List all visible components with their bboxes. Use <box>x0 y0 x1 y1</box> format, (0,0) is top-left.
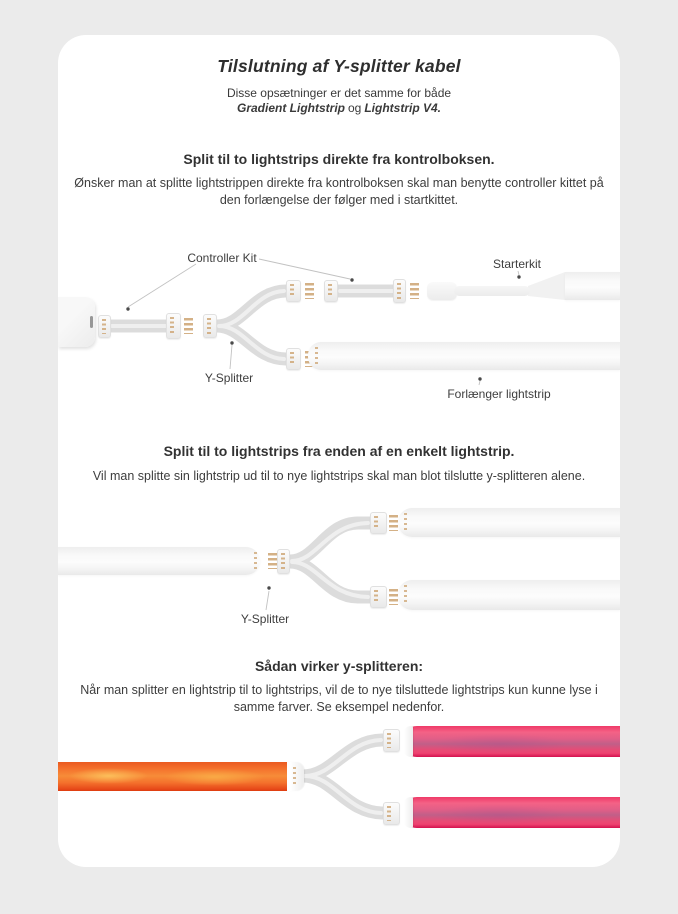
strip-end-contacts <box>254 552 257 570</box>
subtitle-connector: og <box>347 101 362 115</box>
page-title: Tilslutning af Y-splitter kabel <box>217 56 461 76</box>
strip-end-contacts <box>404 513 407 532</box>
starterkit-plug <box>427 282 457 300</box>
leader-dot <box>126 307 129 310</box>
y-splitter2-branch-top <box>290 523 370 561</box>
connector-pins <box>328 284 332 298</box>
connector-pins <box>170 317 174 335</box>
label-forlaenger-lightstrip: Forlænger lightstrip <box>447 387 551 401</box>
cable-connector <box>98 315 111 338</box>
leader-dot <box>478 377 481 380</box>
leader-dot <box>230 341 233 344</box>
pin-comb <box>268 553 277 569</box>
pin-comb <box>184 318 193 334</box>
connector-pins <box>387 733 391 748</box>
connector-pins <box>102 319 106 334</box>
y-splitter2-input-connector <box>277 549 290 574</box>
section-1-heading: Split til to lightstrips direkte fra kontrolboksen. <box>183 151 495 167</box>
connector-pins <box>374 590 378 604</box>
leader-line-starterkit <box>518 271 519 275</box>
strip-end-cap <box>402 726 413 757</box>
pin-comb <box>410 283 419 299</box>
connector-pins <box>397 283 401 299</box>
cable-highlight <box>292 562 368 597</box>
label-y-splitter-2: Y-Splitter <box>240 612 290 626</box>
cable-connector <box>324 280 338 302</box>
section-3-body: Når man splitter en lightstrip til to lightstrips, vil de to nye tilsluttede lightstrips kun kunne lyse i samme farver. Se eksempel nedenfor. <box>80 683 598 714</box>
pin-comb <box>305 283 314 299</box>
y-splitter3-branch-bottom <box>303 776 383 813</box>
y-splitter2-branch-bottom <box>290 562 370 597</box>
y-splitter3-branch-top <box>303 740 383 776</box>
pin-comb <box>389 589 398 605</box>
instruction-card <box>58 35 620 867</box>
strip-end-cap <box>402 797 413 828</box>
cable-highlight <box>305 776 381 813</box>
starterkit-cable <box>454 286 530 296</box>
subtitle-product-gradient-lightstrip: Gradient Lightstrip <box>236 101 345 115</box>
y-splitter3-output-connector-bottom <box>383 802 400 825</box>
cable-connector <box>393 279 406 303</box>
y-splitter-branch-top <box>217 291 286 326</box>
strip-end-contacts <box>315 347 318 365</box>
new-lightstrip-bottom <box>398 580 620 610</box>
cable-highlight <box>219 326 284 359</box>
pin-comb <box>389 515 398 531</box>
forlaenger-lightstrip <box>308 342 620 370</box>
new-lightstrip-top <box>398 508 620 537</box>
starterkit-lightstrip <box>565 272 620 300</box>
y-splitter2-output-connector-top <box>370 512 387 534</box>
connector-pins <box>207 318 211 334</box>
connector-pins <box>290 352 294 366</box>
strip-end-contacts <box>293 767 296 786</box>
connector-pins <box>374 516 378 530</box>
strip-end-contacts <box>404 585 407 604</box>
label-y-splitter-1: Y-Splitter <box>204 371 254 385</box>
single-lightstrip <box>58 547 260 575</box>
cable-highlight <box>219 291 284 326</box>
connector-pins <box>281 553 285 570</box>
y-splitter-output-connector-top <box>286 280 301 302</box>
y-splitter-output-connector-bottom <box>286 348 301 370</box>
cable-highlight <box>305 740 381 776</box>
split-lightstrip-pink-top <box>402 726 620 757</box>
y-splitter-input-connector <box>203 314 217 338</box>
control-box-port <box>90 316 93 328</box>
source-lightstrip-orange <box>58 762 288 791</box>
leader-dot <box>350 278 353 281</box>
connector-pins <box>290 284 294 298</box>
section-2-heading: Split til to lightstrips fra enden af en enkelt lightstrip. <box>163 443 515 459</box>
y-splitter2-output-connector-bottom <box>370 586 387 608</box>
section-3-heading: Sådan virker y-splitteren: <box>254 658 424 674</box>
subtitle-line1: Disse opsætninger er det samme for både <box>226 86 452 100</box>
leader-dot <box>267 586 270 589</box>
leader-line-controller-kit-1 <box>128 264 196 307</box>
subtitle-product-lightstrip-v4: Lightstrip V4. <box>364 101 442 115</box>
leader-line-y-splitter-1 <box>230 345 232 369</box>
page-subtitle <box>58 86 620 116</box>
leader-line-y-splitter-2 <box>266 591 269 610</box>
section-2-body: Vil man splitte sin lightstrip ud til to nye lightstrips skal man blot tilslutte y-splitteren alene. <box>92 469 586 483</box>
cable-highlight <box>292 523 368 561</box>
starterkit-strip-taper <box>528 272 565 300</box>
leader-line-forlaenger <box>479 381 480 385</box>
y-splitter3-output-connector-top <box>383 729 400 752</box>
label-starterkit: Starterkit <box>492 257 542 271</box>
y-splitter-branch-bottom <box>217 326 286 359</box>
connector-pins <box>387 806 391 821</box>
label-controller-kit: Controller Kit <box>187 251 257 265</box>
leader-dot <box>517 275 520 278</box>
leader-line-controller-kit-2 <box>259 259 350 279</box>
cable-connector <box>166 313 181 339</box>
split-lightstrip-pink-bottom <box>402 797 620 828</box>
section-1-body: Ønsker man at splitte lightstrippen direkte fra kontrolboksen skal man benytte controller kittet på den forlængelse der følger med i startkittet. <box>74 176 604 207</box>
